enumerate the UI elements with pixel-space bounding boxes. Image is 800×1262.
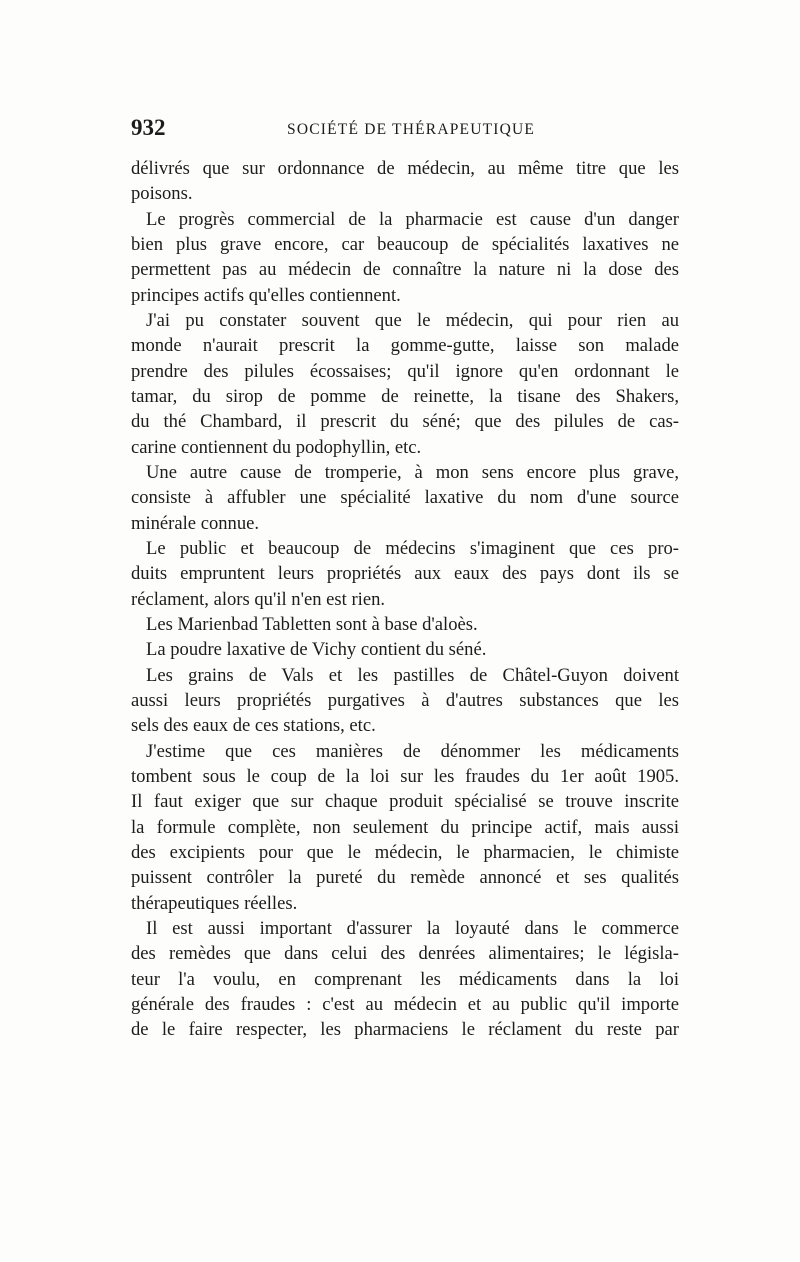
running-head: [131, 113, 679, 143]
text-line: tombent sous le coup de la loi sur les fraudes du 1er août 1905.: [131, 765, 679, 787]
text-line: Il faut exiger que sur chaque produit spécialisé se trouve inscrite: [131, 791, 679, 813]
text-line: principes actifs qu'elles contiennent.: [131, 284, 401, 306]
text-line: permettent pas au médecin de connaître la nature ni la dose des: [131, 259, 679, 281]
text-line: J'ai pu constater souvent que le médecin, qui pour rien au: [146, 309, 679, 331]
text-line: prendre des pilules écossaises; qu'il ignore qu'en ordonnant le: [131, 360, 679, 382]
text-line: du thé Chambard, il prescrit du séné; que des pilules de cas-: [131, 411, 679, 433]
text-line: générale des fraudes : c'est au médecin et au public qu'il importe: [131, 993, 679, 1015]
text-line: Une autre cause de tromperie, à mon sens encore plus grave,: [146, 461, 679, 483]
text-line: La poudre laxative de Vichy contient du séné.: [146, 639, 487, 661]
text-line: Il est aussi important d'assurer la loyauté dans le commerce: [146, 917, 679, 939]
text-line: carine contiennent du podophyllin, etc.: [131, 436, 422, 458]
running-title: SOCIÉTÉ DE THÉRAPEUTIQUE: [287, 121, 536, 138]
text-line: J'estime que ces manières de dénommer les médicaments: [146, 740, 679, 762]
text-line: poisons.: [131, 183, 193, 205]
text-line: Le public et beaucoup de médecins s'imaginent que ces pro-: [146, 537, 679, 559]
text-line: consiste à affubler une spécialité laxative du nom d'une source: [131, 487, 679, 509]
text-line: des remèdes que dans celui des denrées alimentaires; le législa-: [131, 943, 679, 965]
text-line: tamar, du sirop de pomme de reinette, la tisane des Shakers,: [131, 385, 679, 407]
text-line: minérale connue.: [131, 512, 260, 534]
text-line: de le faire respecter, les pharmaciens le réclament du reste par: [131, 1019, 679, 1041]
text-line: bien plus grave encore, car beaucoup de spécialités laxatives ne: [131, 233, 679, 255]
text-line: aussi leurs propriétés purgatives à d'autres substances que les: [131, 689, 679, 711]
text-line: monde n'aurait prescrit la gomme-gutte, laisse son malade: [131, 335, 679, 357]
text-line: la formule complète, non seulement du principe actif, mais aussi: [131, 816, 679, 838]
text-line: teur l'a voulu, en comprenant les médicaments dans la loi: [131, 968, 679, 990]
text-line: délivrés que sur ordonnance de médecin, au même titre que les: [131, 158, 679, 179]
text-line: sels des eaux de ces stations, etc.: [131, 715, 376, 737]
page-number: 932: [131, 115, 166, 140]
text-line: des excipients pour que le médecin, le pharmacien, le chimiste: [131, 841, 679, 863]
text-line: duits empruntent leurs propriétés aux eaux des pays dont ils se: [131, 563, 679, 585]
text-line: thérapeutiques réelles.: [131, 892, 298, 914]
body-text: [131, 156, 679, 1042]
text-line: Les Marienbad Tabletten sont à base d'aloès.: [146, 613, 478, 635]
text-line: réclament, alors qu'il n'en est rien.: [131, 588, 386, 610]
text-line: puissent contrôler la pureté du remède annoncé et ses qualités: [131, 867, 679, 889]
text-line: Les grains de Vals et les pastilles de Châtel-Guyon doivent: [146, 664, 679, 686]
text-line: Le progrès commercial de la pharmacie est cause d'un danger: [146, 208, 679, 230]
